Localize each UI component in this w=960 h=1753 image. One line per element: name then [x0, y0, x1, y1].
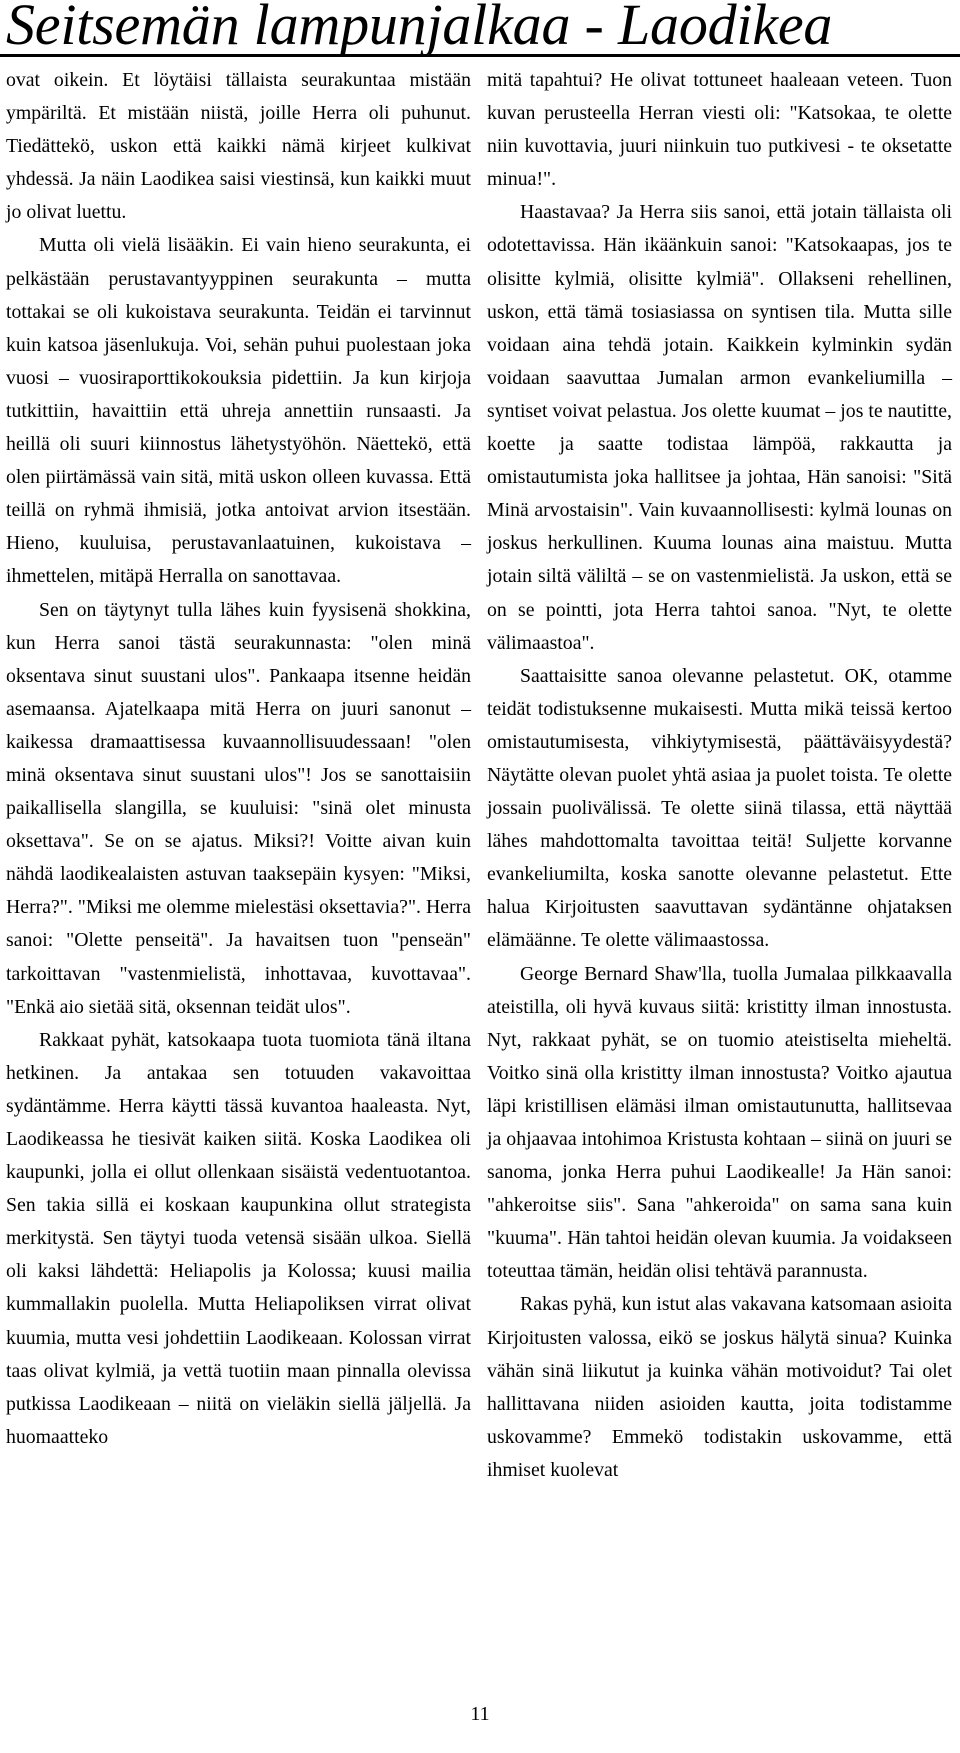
- paragraph: ovat oikein. Et löytäisi tällaista seurakuntaa mistään ympäriltä. Et mistään niistä, joille Herra oli puhunut. Tiedättekö, uskon että kaikki nämä kirjeet kulkivat yhdessä. Ja näin Laodikea saisi viestinsä, kun kaikki muut jo olivat luettu.: [6, 69, 471, 224]
- paragraph: Rakkaat pyhät, katsokaapa tuota tuomiota tänä iltana hetkinen. Ja antakaa sen totuuden vakavoittaa sydäntämme. Herra käytti tässä kuvantoa haaleasta. Nyt, Laodikeassa he tiesivät kaiken siitä. Koska Laodikea oli kaupunki, jolla ei ollut ollenkaan sisäistä vedentuotantoa. Sen takia sillä ei koskaan kaupunkina ollut strategista merkitystä. Sen täytyi tuoda vetensä sisään ulkoa. Siellä oli kaksi lähdettä: Heliapolis ja Kolossa; kuusi mailia kummallakin puolella. Mutta Heliapoliksen virrat olivat kuumia, mutta vesi johdettiin Laodikeaan. Kolossan virrat taas olivat kylmiä, ja vettä tuotiin maan pinnalla olevissa putkissa Laodikeaan – niitä on vieläkin siellä jäljellä. Ja huomaatteko: [6, 1028, 471, 1448]
- page-number: 11: [470, 1703, 490, 1725]
- left-column: [6, 64, 471, 1454]
- paragraph: Sen on täytynyt tulla lähes kuin fyysisenä shokkina, kun Herra sanoi tästä seurakunnasta: "olen minä oksentava sinut suustani ulos". Pankaapa itsenne heidän asemaansa. Ajatelkaapa mitä Herra on juuri sanonut – kaikessa dramaattisessa kuvaannollisuudessaan! "olen minä oksentava sinut suustani ulos"! Jos se sanottaisiin paikallisella slangilla, se kuuluisi: "sinä olet minusta oksettava". Se on se ajatus. Miksi?! Voitte aivan kuin nähdä laodikealaisten astuvan taaksepäin kysyen: "Miksi, Herra?". "Miksi me olemme mielestäsi oksettavia?". Herra sanoi: "Olette penseitä". Ja havaitsen tuon "penseän" tarkoittavan "vastenmielistä, inhottavaa, kuvottavaa". "Enkä aio sietää sitä, oksennan teidät ulos".: [6, 598, 471, 1018]
- header-rule: [0, 54, 960, 57]
- page-header: [0, 0, 960, 60]
- paragraph: Mutta oli vielä lisääkin. Ei vain hieno seurakunta, ei pelkästään perustavantyyppinen seurakunta – mutta tottakai se oli kukoistava seurakunta. Teidän ei tarvinnut kuin katsoa jäsenlukuja. Voi, sehän puhui puolestaan joka vuosi – vuosiraporttikokouksia pidettiin. Ja kun kirjoja tutkittiin, havaittiin että uhreja annettiin runsaasti. Ja heillä oli suuri kiinnostus lähetystyöhön. Näettekö, että olen piirtämässä vain sitä, mitä uskon olleen kuvassa. Että teillä on ryhmä ihmisiä, jotka antoivat arvion itsestään. Hieno, kuuluisa, perustavanlaatuinen, kukoistava – ihmettelen, mitäpä Herralla on sanottavaa.: [6, 234, 471, 588]
- paragraph: George Bernard Shaw'lla, tuolla Jumalaa pilkkaavalla ateistilla, oli hyvä kuvaus siitä: kristitty ilman innostusta. Nyt, rakkaat pyhät, se on tuomio ateistiselta mieheltä. Voitko sinä olla kristitty ilman innostusta? Voitko ajautua läpi kristillisen elämäsi ilman omistautunutta, hallitsevaa ja ohjaavaa intohimoa Kristusta kohtaan – siinä on juuri se sanoma, jonka Herra puhui Laodikealle! Ja Hän sanoi: "ahkeroitse siis". Sana "ahkeroida" on sama sana kuin "kuuma". Hän tahtoi heidän olevan kuumia. Ja voidakseen toteuttaa tämän, heidän olisi tehtävä parannusta.: [487, 962, 952, 1283]
- right-column: [487, 64, 952, 1487]
- paragraph: Saattaisitte sanoa olevanne pelastetut. OK, otamme teidät todistuksenne mukaisesti. Mutta mikä teissä kertoo omistautumisesta, vihkiytymisestä, päättäväisyydestä? Näytätte olevan puolet yhtä asiaa ja puolet toista. Te olette jossain puolivälissä. Te olette siinä tilassa, että näyttää lähes mahdottomalta tavoittaa teitä! Suljette korvanne evankeliumilta, koska sanotte olevanne pelastetut. Ette halua Kirjoitusten saavuttavan sydäntänne ohjataksen elämäänne. Te olette välimaastossa.: [487, 664, 952, 952]
- running-title: Seitsemän lampunjalkaa - Laodikea: [6, 0, 833, 57]
- paragraph: Rakas pyhä, kun istut alas vakavana katsomaan asioita Kirjoitusten valossa, eikö se joskus hälytä sinua? Kuinka vähän sinä liikutut ja kuinka vähän motivoidut? Tai olet hallittavana niiden asioiden kautta, joita todistamme uskovamme? Emmekö todistakin uskovamme, että ihmiset kuolevat: [487, 1293, 952, 1481]
- paragraph: Haastavaa? Ja Herra siis sanoi, että jotain tällaista oli odotettavissa. Hän ikäänkuin sanoi: "Katsokaapas, jos te olisitte kylmiä, olisitte kylmiä". Ollakseni rehellinen, uskon, että tämä tosiasiassa on syntisen tila. Mutta sille voidaan aina tehdä jotain. Kaikkein kylminkin sydän voidaan saavuttaa Jumalan armon evankeliumilla – syntiset voivat pelastua. Jos olette kuumat – jos te nautitte, koette ja saatte todistaa lämpöä, rakkautta ja omistautumista joka hallitsee ja johtaa, Hän sanoisi: "Sitä Minä arvostaisin". Vain kuvaannollisesti: kylmä lounas on joskus herkullinen. Kuuma lounas aina maistuu. Mutta jotain siltä väliltä – se on vastenmielistä. Ja uskon, että se on se pointti, jota Herra tahtoi sanoa. "Nyt, te olette välimaastoa".: [487, 201, 952, 654]
- paragraph: mitä tapahtui? He olivat tottuneet haaleaan veteen. Tuon kuvan perusteella Herran viesti oli: "Katsokaa, te olette niin kuvottavia, juuri niinkuin tuo putkivesi - te oksetatte minua!".: [487, 69, 952, 191]
